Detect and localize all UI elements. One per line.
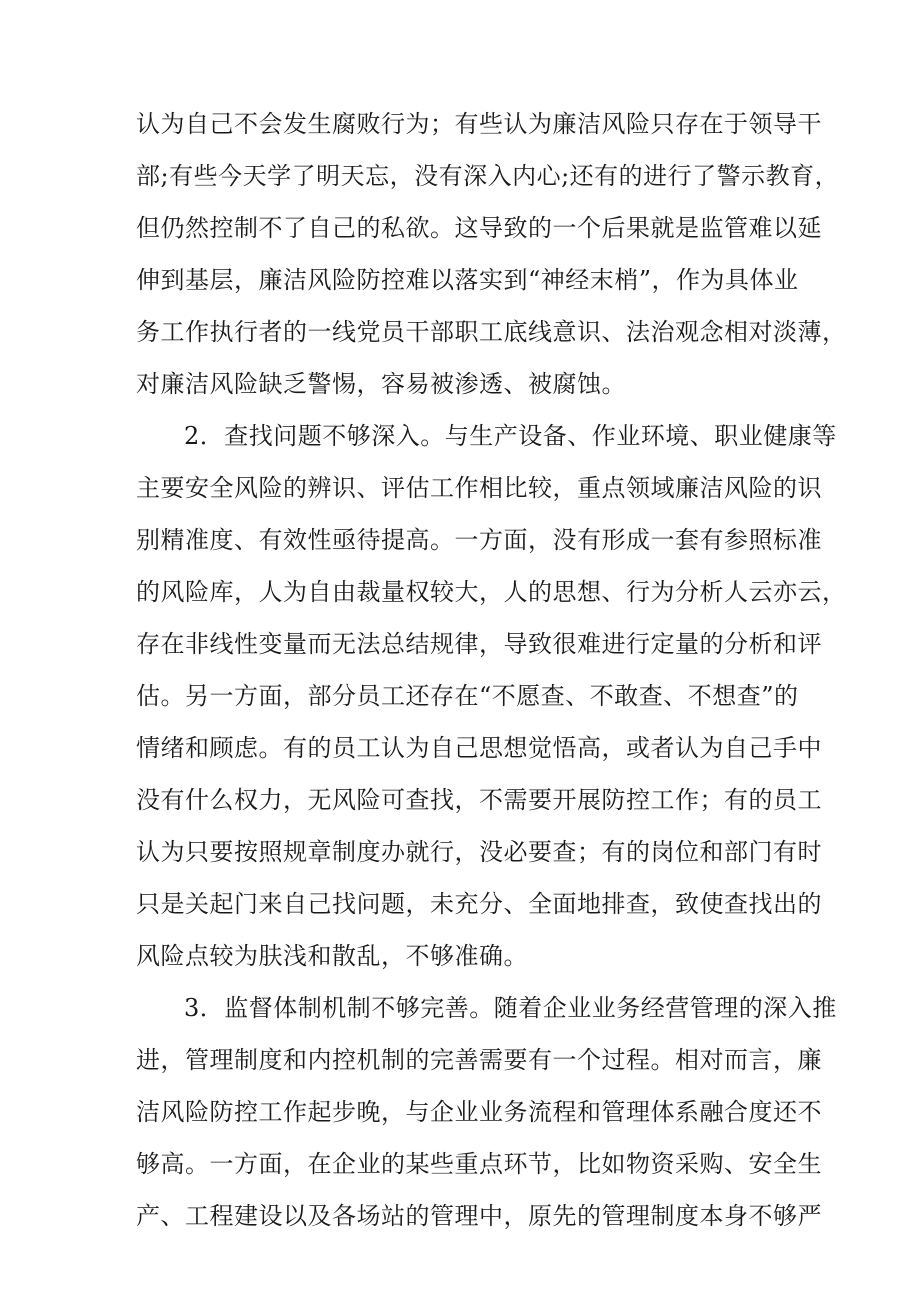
- text-line: 对廉洁风险缺乏警惕，容易被渗透、被腐蚀。: [136, 370, 626, 398]
- text-line: 进，管理制度和内控机制的完善需要有一个过程。相对而言，廉: [136, 1046, 822, 1074]
- text-line: 主要安全风险的辨识、评估工作相比较，重点领域廉洁风险的识: [136, 474, 822, 502]
- text-line: 伸到基层，廉洁风险防控难以落实到“神经末梢”，作为具体业: [136, 266, 799, 294]
- text-line: 洁风险防控工作起步晚，与企业业务流程和管理体系融合度还不: [136, 1098, 822, 1126]
- text-line: 情绪和顾虑。有的员工认为自己思想觉悟高，或者认为自己手中: [136, 734, 822, 762]
- text-line: 部;有些今天学了明天忘，没有深入内心;还有的进行了警示教育，: [136, 162, 840, 190]
- text-line: 别精准度、有效性亟待提高。一方面，没有形成一套有参照标准: [136, 526, 822, 554]
- text-line: 务工作执行者的一线党员干部职工底线意识、法治观念相对淡薄，: [136, 318, 847, 346]
- text-line: 产、工程建设以及各场站的管理中，原先的管理制度本身不够严: [136, 1202, 822, 1230]
- text-line: 认为只要按照规章制度办就行，没必要查；有的岗位和部门有时: [136, 838, 822, 866]
- text-line: 的风险库，人为自由裁量权较大，人的思想、行为分析人云亦云，: [136, 578, 847, 606]
- text-line: 估。另一方面，部分员工还存在“不愿查、不敢查、不想查”的: [136, 682, 799, 710]
- text-line: 2．查找问题不够深入。与生产设备、作业环境、职业健康等: [184, 422, 837, 450]
- text-line: 存在非线性变量而无法总结规律，导致很难进行定量的分析和评: [136, 630, 822, 658]
- text-line: 够高。一方面，在企业的某些重点环节，比如物资采购、安全生: [136, 1150, 822, 1178]
- text-line: 风险点较为肤浅和散乱，不够准确。: [136, 942, 528, 970]
- text-line: 3．监督体制机制不够完善。随着企业业务经营管理的深入推: [184, 994, 837, 1022]
- text-line: 没有什么权力，无风险可查找，不需要开展防控工作；有的员工: [136, 786, 822, 814]
- text-line: 认为自己不会发生腐败行为；有些认为廉洁风险只存在于领导干: [136, 110, 822, 138]
- text-line: 但仍然控制不了自己的私欲。这导致的一个后果就是监管难以延: [136, 214, 822, 242]
- text-line: 只是关起门来自己找问题，未充分、全面地排查，致使查找出的: [136, 890, 822, 918]
